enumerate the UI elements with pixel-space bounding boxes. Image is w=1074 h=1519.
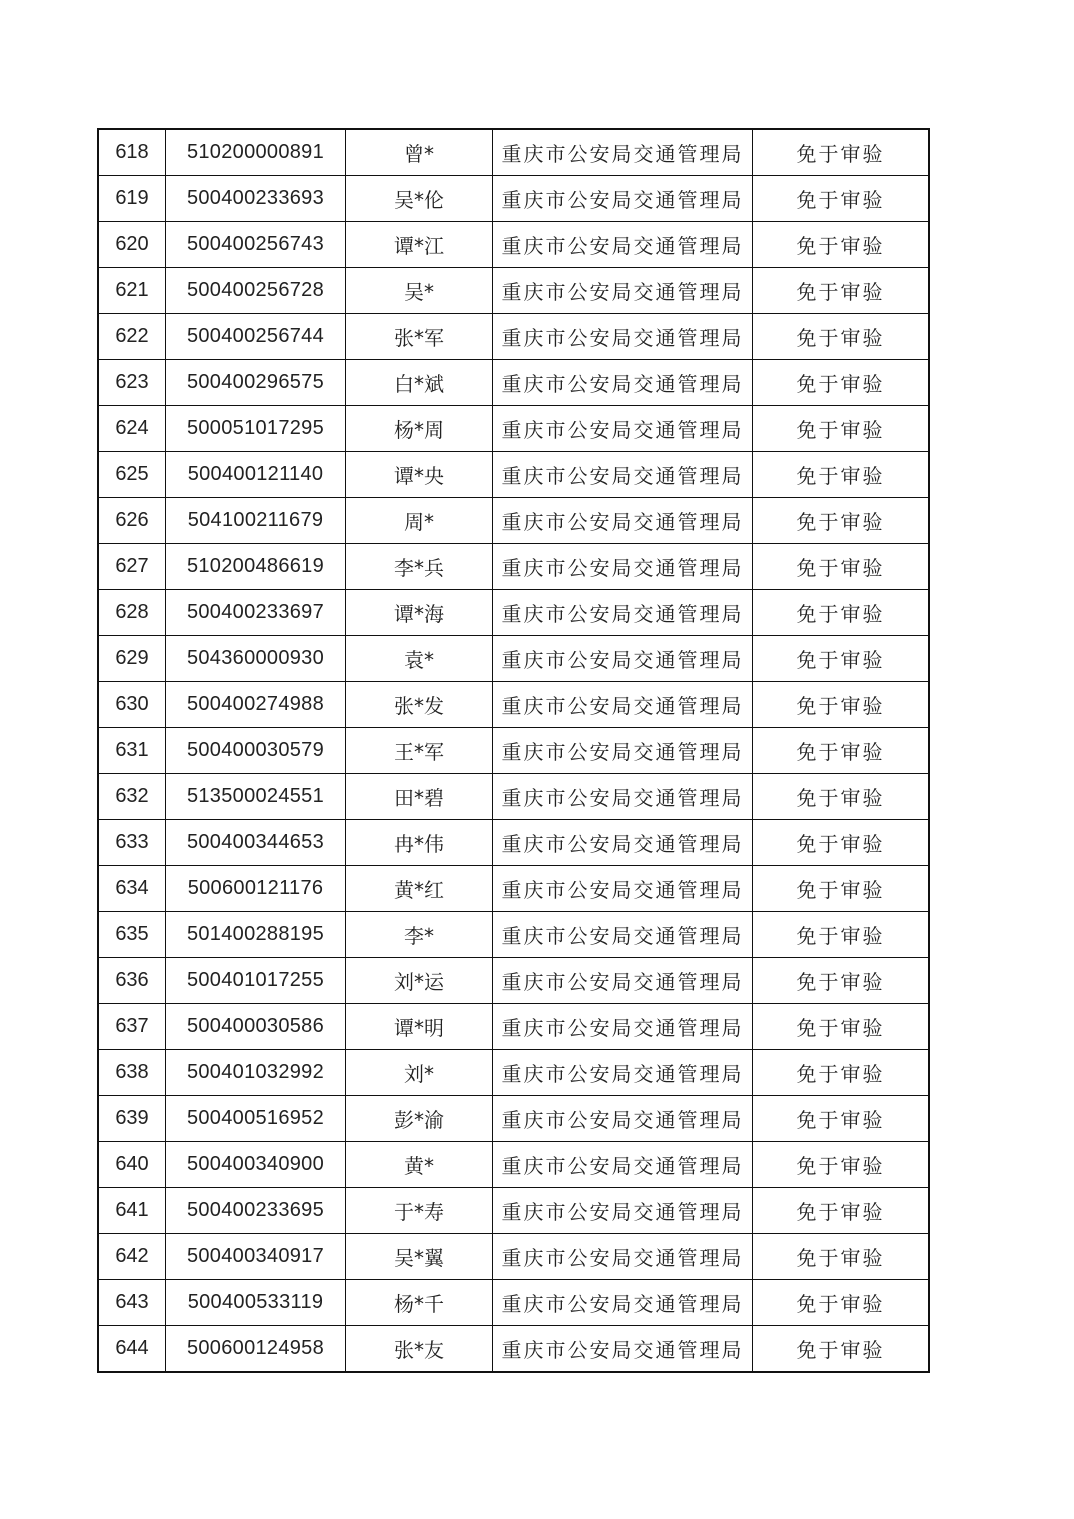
license-number-cell: 500400533119: [166, 1280, 346, 1326]
review-status-cell: 免于审验: [753, 1096, 930, 1142]
review-status-cell: 免于审验: [753, 1280, 930, 1326]
review-status-cell: 免于审验: [753, 636, 930, 682]
issuing-authority-cell: 重庆市公安局交通管理局: [493, 958, 753, 1004]
issuing-authority-cell: 重庆市公安局交通管理局: [493, 1280, 753, 1326]
holder-name-cell: 李*兵: [346, 544, 493, 590]
holder-name-cell: 吴*翼: [346, 1234, 493, 1280]
table-row: [98, 1326, 929, 1373]
holder-name-cell: 李*: [346, 912, 493, 958]
license-number-cell: 500401032992: [166, 1050, 346, 1096]
table-row: [98, 1280, 929, 1326]
table-row: [98, 544, 929, 590]
holder-name-cell: 冉*伟: [346, 820, 493, 866]
license-number-cell: 500400030579: [166, 728, 346, 774]
review-status-cell: 免于审验: [753, 1326, 930, 1373]
table-row: [98, 774, 929, 820]
table-row: [98, 636, 929, 682]
issuing-authority-cell: 重庆市公安局交通管理局: [493, 1142, 753, 1188]
holder-name-cell: 杨*千: [346, 1280, 493, 1326]
license-number-cell: 500400256744: [166, 314, 346, 360]
holder-name-cell: 张*军: [346, 314, 493, 360]
issuing-authority-cell: 重庆市公安局交通管理局: [493, 912, 753, 958]
review-status-cell: 免于审验: [753, 268, 930, 314]
table-row: [98, 958, 929, 1004]
review-status-cell: 免于审验: [753, 1234, 930, 1280]
license-number-cell: 500400340917: [166, 1234, 346, 1280]
issuing-authority-cell: 重庆市公安局交通管理局: [493, 1004, 753, 1050]
license-number-cell: 510200486619: [166, 544, 346, 590]
holder-name-cell: 袁*: [346, 636, 493, 682]
issuing-authority-cell: 重庆市公安局交通管理局: [493, 222, 753, 268]
issuing-authority-cell: 重庆市公安局交通管理局: [493, 406, 753, 452]
issuing-authority-cell: 重庆市公安局交通管理局: [493, 774, 753, 820]
issuing-authority-cell: 重庆市公安局交通管理局: [493, 820, 753, 866]
review-status-cell: 免于审验: [753, 1004, 930, 1050]
table-row: [98, 820, 929, 866]
table-row: [98, 268, 929, 314]
seq-number-cell: 638: [98, 1050, 166, 1096]
license-number-cell: 500400233695: [166, 1188, 346, 1234]
table-row: [98, 1142, 929, 1188]
review-status-cell: 免于审验: [753, 820, 930, 866]
issuing-authority-cell: 重庆市公安局交通管理局: [493, 682, 753, 728]
table-row: [98, 452, 929, 498]
table-row: [98, 590, 929, 636]
seq-number-cell: 639: [98, 1096, 166, 1142]
seq-number-cell: 637: [98, 1004, 166, 1050]
holder-name-cell: 杨*周: [346, 406, 493, 452]
issuing-authority-cell: 重庆市公安局交通管理局: [493, 636, 753, 682]
holder-name-cell: 刘*: [346, 1050, 493, 1096]
license-number-cell: 500400256743: [166, 222, 346, 268]
license-number-cell: 504100211679: [166, 498, 346, 544]
review-status-cell: 免于审验: [753, 129, 930, 176]
table-row: [98, 682, 929, 728]
issuing-authority-cell: 重庆市公安局交通管理局: [493, 129, 753, 176]
table-row: [98, 360, 929, 406]
review-status-cell: 免于审验: [753, 774, 930, 820]
issuing-authority-cell: 重庆市公安局交通管理局: [493, 544, 753, 590]
issuing-authority-cell: 重庆市公安局交通管理局: [493, 498, 753, 544]
license-number-cell: 513500024551: [166, 774, 346, 820]
license-number-cell: 500400344653: [166, 820, 346, 866]
license-number-cell: 500600124958: [166, 1326, 346, 1373]
table-row: [98, 176, 929, 222]
seq-number-cell: 620: [98, 222, 166, 268]
issuing-authority-cell: 重庆市公安局交通管理局: [493, 866, 753, 912]
seq-number-cell: 630: [98, 682, 166, 728]
issuing-authority-cell: 重庆市公安局交通管理局: [493, 728, 753, 774]
issuing-authority-cell: 重庆市公安局交通管理局: [493, 314, 753, 360]
holder-name-cell: 谭*江: [346, 222, 493, 268]
license-number-cell: 500051017295: [166, 406, 346, 452]
license-number-cell: 500400296575: [166, 360, 346, 406]
holder-name-cell: 吴*伦: [346, 176, 493, 222]
review-status-cell: 免于审验: [753, 314, 930, 360]
seq-number-cell: 636: [98, 958, 166, 1004]
table-row: [98, 498, 929, 544]
seq-number-cell: 640: [98, 1142, 166, 1188]
table-row: [98, 728, 929, 774]
seq-number-cell: 631: [98, 728, 166, 774]
holder-name-cell: 田*碧: [346, 774, 493, 820]
license-number-cell: 500400121140: [166, 452, 346, 498]
seq-number-cell: 641: [98, 1188, 166, 1234]
license-number-cell: 500400233693: [166, 176, 346, 222]
license-number-cell: 500400233697: [166, 590, 346, 636]
seq-number-cell: 644: [98, 1326, 166, 1373]
license-number-cell: 500400516952: [166, 1096, 346, 1142]
seq-number-cell: 625: [98, 452, 166, 498]
review-status-cell: 免于审验: [753, 912, 930, 958]
issuing-authority-cell: 重庆市公安局交通管理局: [493, 1096, 753, 1142]
holder-name-cell: 彭*渝: [346, 1096, 493, 1142]
holder-name-cell: 谭*明: [346, 1004, 493, 1050]
issuing-authority-cell: 重庆市公安局交通管理局: [493, 1326, 753, 1373]
issuing-authority-cell: 重庆市公安局交通管理局: [493, 452, 753, 498]
license-number-cell: 500400030586: [166, 1004, 346, 1050]
review-status-cell: 免于审验: [753, 360, 930, 406]
holder-name-cell: 吴*: [346, 268, 493, 314]
table-row: [98, 1004, 929, 1050]
issuing-authority-cell: 重庆市公安局交通管理局: [493, 1050, 753, 1096]
review-status-cell: 免于审验: [753, 866, 930, 912]
holder-name-cell: 张*友: [346, 1326, 493, 1373]
review-status-cell: 免于审验: [753, 682, 930, 728]
review-status-cell: 免于审验: [753, 1188, 930, 1234]
license-number-cell: 500600121176: [166, 866, 346, 912]
seq-number-cell: 623: [98, 360, 166, 406]
seq-number-cell: 622: [98, 314, 166, 360]
table-row: [98, 406, 929, 452]
review-status-cell: 免于审验: [753, 1142, 930, 1188]
review-status-cell: 免于审验: [753, 452, 930, 498]
holder-name-cell: 谭*央: [346, 452, 493, 498]
holder-name-cell: 曾*: [346, 129, 493, 176]
seq-number-cell: 628: [98, 590, 166, 636]
table-row: [98, 1096, 929, 1142]
issuing-authority-cell: 重庆市公安局交通管理局: [493, 1188, 753, 1234]
issuing-authority-cell: 重庆市公安局交通管理局: [493, 268, 753, 314]
seq-number-cell: 629: [98, 636, 166, 682]
table-row: [98, 1234, 929, 1280]
license-number-cell: 500400274988: [166, 682, 346, 728]
seq-number-cell: 626: [98, 498, 166, 544]
seq-number-cell: 619: [98, 176, 166, 222]
holder-name-cell: 张*发: [346, 682, 493, 728]
license-number-cell: 510200000891: [166, 129, 346, 176]
seq-number-cell: 634: [98, 866, 166, 912]
seq-number-cell: 633: [98, 820, 166, 866]
holder-name-cell: 王*军: [346, 728, 493, 774]
review-status-cell: 免于审验: [753, 958, 930, 1004]
license-number-cell: 500400340900: [166, 1142, 346, 1188]
seq-number-cell: 643: [98, 1280, 166, 1326]
review-status-cell: 免于审验: [753, 590, 930, 636]
holder-name-cell: 于*寿: [346, 1188, 493, 1234]
table-row: [98, 1188, 929, 1234]
seq-number-cell: 627: [98, 544, 166, 590]
review-status-cell: 免于审验: [753, 1050, 930, 1096]
holder-name-cell: 周*: [346, 498, 493, 544]
license-number-cell: 504360000930: [166, 636, 346, 682]
holder-name-cell: 黄*: [346, 1142, 493, 1188]
holder-name-cell: 黄*红: [346, 866, 493, 912]
table-row: [98, 912, 929, 958]
seq-number-cell: 632: [98, 774, 166, 820]
review-status-cell: 免于审验: [753, 498, 930, 544]
license-number-cell: 500400256728: [166, 268, 346, 314]
seq-number-cell: 621: [98, 268, 166, 314]
table-row: [98, 314, 929, 360]
review-status-cell: 免于审验: [753, 176, 930, 222]
issuing-authority-cell: 重庆市公安局交通管理局: [493, 590, 753, 636]
license-number-cell: 501400288195: [166, 912, 346, 958]
review-status-cell: 免于审验: [753, 406, 930, 452]
table-row: [98, 866, 929, 912]
review-status-cell: 免于审验: [753, 544, 930, 590]
review-status-cell: 免于审验: [753, 728, 930, 774]
seq-number-cell: 618: [98, 129, 166, 176]
seq-number-cell: 642: [98, 1234, 166, 1280]
table-row: [98, 1050, 929, 1096]
issuing-authority-cell: 重庆市公安局交通管理局: [493, 176, 753, 222]
table-row: [98, 129, 929, 176]
table-row: [98, 222, 929, 268]
issuing-authority-cell: 重庆市公安局交通管理局: [493, 360, 753, 406]
record-table: [97, 128, 930, 1373]
record-table-body: [98, 129, 929, 1372]
holder-name-cell: 刘*运: [346, 958, 493, 1004]
seq-number-cell: 635: [98, 912, 166, 958]
holder-name-cell: 白*斌: [346, 360, 493, 406]
seq-number-cell: 624: [98, 406, 166, 452]
issuing-authority-cell: 重庆市公安局交通管理局: [493, 1234, 753, 1280]
review-status-cell: 免于审验: [753, 222, 930, 268]
license-number-cell: 500401017255: [166, 958, 346, 1004]
holder-name-cell: 谭*海: [346, 590, 493, 636]
